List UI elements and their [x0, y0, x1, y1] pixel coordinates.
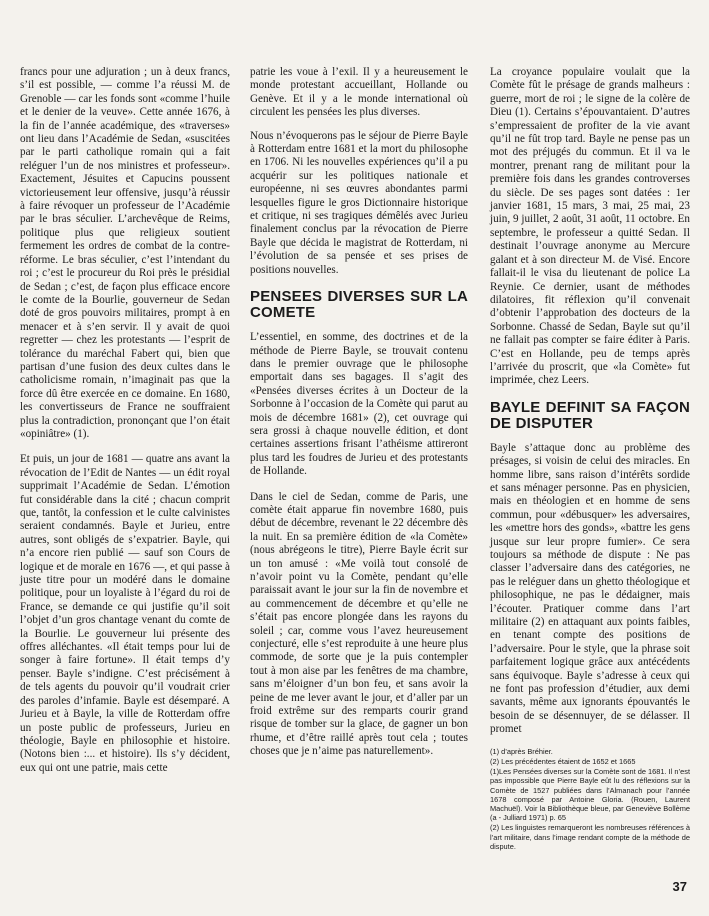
- paragraph: Et puis, un jour de 1681 — quatre ans avant la révocation de l’Edit de Nantes — un édit royal supprimait l’Académie de Sedan. L’émotion fut considérable dans la cité ; chacun comprit que, tantôt, la confession et le culte calvinistes seraient condamnés. Bayle et Jurieu, entre autres, sont obligés de s’expatrier. Bayle, qui n’a encore rien publié — sauf son Cours de logique et de morale en 1676 —, et qui passe à juste titre pour un modéré dans le domaine politique, pour un loyaliste à l’égard du roi de France, se demande ce qui justifie qu’il soit l’objet d’un gros chantage venant du comte de la Bourlie. Le gouverneur lui présente des offres alléchantes. «Il était temps pour lui de songer à faire fortune». Il était temps d’y penser. Bayle s’indigne. C’est précisément à de tels agents du pouvoir qu’il voudrait crier des paroles d’infamie. Bayle est désemparé. A Jurieu et à Bayle, la ville de Rotterdam offre un poste public de professeurs, Jurieu en théologie, Bayle en philosophie et histoire. (Notons bien :... et histoire). Ils s’y décident, eux qui ont une patrie, mais cette: [20, 453, 230, 774]
- paragraph: L’essentiel, en somme, des doctrines et de la méthode de Pierre Bayle, se trouvait contenu dans le premier ouvrage que le philosophe emportait dans ses bagages. Il s’agit des «Pensées diverses écrites à un Docteur de la Sorbonne à l’occasion de la Comète qui parut au mois de décembre 1681» (2), cet ouvrage qui sera grossi à chaque nouvelle édition, et dont certaines assertions frisant l’athéisme attireront plus tard les foudres de Jurieu et des protestants de Hollande.: [250, 331, 468, 478]
- paragraph: La croyance populaire voulait que la Comète fût le présage de grands malheurs : guerre, mort de roi ; le signe de la colère de Dieu (1). Certains s’épouvantaient. D’autres s’empressaient de profiter de la vie avant qu’il ne fût trop tard. Bayle ne pense pas un mot des préjugés du commun. Et il va le montrer, prenant rang de militant pour la première fois dans les grandes controverses du siècle. De ses pages sont datées : 1er janvier 1681, 15 mars, 3 mai, 25 mai, 23 juin, 9 juillet, 2 août, 31 août, 11 octobre. En septembre, le professeur a quitté Sedan. Il destinait l’ouvrage anonyme au Mercure galant et à son directeur M. de Visé. Encore fallait-il le visa du lieutenant de police La Reynie. Ce dernier, usant de méthodes dilatoires, fit réflexion qu’il convenait d’obtenir l’approbation des docteurs de la Sorbonne. Chassé de Sedan, Bayle sut qu’il ne fallait pas compter se faire éditer à Paris. C’est en Hollande, peu de temps après l’arrivée du proscrit, que «la Comète» fut imprimée, chez Leers.: [490, 66, 690, 387]
- paragraph: Nous n’évoquerons pas le séjour de Pierre Bayle à Rotterdam entre 1681 et la mort du philosophe en 1706. Ni les nouvelles expériences qu’il a pu acquérir sur les politiques nationale et européenne, ni ses œuvres abondantes parmi lesquelles figure le gros Dictionnaire historique et critique, ni ses tragiques démêlés avec Jurieu finalement conclus par la révocation de Pierre Bayle que décida le magistrat de Rotterdam, ni l’évolution de sa pensée et ses prises de positions nouvelles.: [250, 129, 468, 276]
- footnote: (2) Les linguistes remarqueront les nombreuses références à l’art militaire, dans l’image rendant compte de la méthode de dispute.: [490, 823, 690, 851]
- paragraph: Dans le ciel de Sedan, comme de Paris, une comète était apparue fin novembre 1680, puis début de décembre, revenant le 22 décembre dès la nuit. En sa première édition de «la Comète» (nous abrégeons le titre), Pierre Bayle écrit sur un ton amusé : «Me voilà tout consolé de n’avoir point vu la Comète, pendant qu’elle paraissait avant le jour sur la fin de novembre et au commencement de décembre et qu’elle ne s’était pas encore plongée dans les rayons du soleil ; car, comme vous l’avez heureusement conjecturé, elle s’est reproduite à une heure plus commode, de sorte que je la puis contempler tout à mon aise par les fenêtres de ma chambre, sans m’éloigner d’un bon feu, et sans avoir la peine de me lever avant le jour, et d’aller par un froid extrême sur des remparts courir grand risque de tomber sur la glace, de gagner un bon rhume, et d’être raillé après tout cela ; toutes choses que je n’aime pas naturellement».: [250, 490, 468, 758]
- paragraph: Bayle s’attaque donc au problème des présages, si voisin de celui des miracles. En homme libre, sans raison d’intérêts sordide et sans ménager personne. Pas en physicien, mais en théologien et en homme de sens commun, pour «débusquer» les adversaires, les «mettre hors des gonds», «battre les gens jusque sur leur propre fumier». Ce sera toujours sa méthode de dispute : Ne pas classer l’adversaire dans des catégories, ne pas le reléguer dans un ghetto théologique et philosophique, ne pas le dédaigner, mais l’écouter. Pratiquer comme dans l’art militaire (2) en attaquant aux points faibles, en tenant compte des positions de l’adversaire. Pour le style, que la phrase soit parfaitement logique grâce aux antécédents sans équivoque. Bayle s’adresse à ceux qui ne font pas profession d’étudier, aux demi savants, même aux ignorants épouvantés le besoin de se désennuyer, de se délasser. Il promet: [490, 441, 690, 736]
- footnote: (1)Les Pensées diverses sur la Comète sont de 1681. Il n’est pas impossible que Pierre Bayle eût lu des réflexions sur la Comète de 1527 publiées dans l’Almanach pour l’année 1678 composé par Antoine Gloria. (Rouen, Laurent Machuël). Voir la Bibliothèque bleue, par Geneviève Bollème (a - Julliard 1971) p. 65: [490, 767, 690, 823]
- section-heading: PENSEES DIVERSES SUR LA COMETE: [250, 288, 468, 322]
- paragraph: francs pour une adjuration ; un à deux francs, s’il est possible, — comme l’a réussi M. de Grenoble — car les fonds sont «comme l’huile et le denier de la veuve». Cette année 1676, à la fin de l’année académique, des «traverses» ont lieu dans l’Académie de Sedan, «suscitées par le parti catholique romain qui a fait reléguer l’un de nos ministres et professeur». Exactement, Jésuites et Capucins poussent victorieusement leur offensive, jusqu’à réussir à faire révoquer un professeur de l’Académie par le bras séculier. L’archevêque de Reims, politique plus que religieux soutient fermement les ordres de combat de la contre-réforme. Le bras séculier, c’est l’intendant du roi ; c’est le procureur du Roi près le présidial de Sedan ; c’est, de façon plus efficace encore le comte de la Bourlie, gouverneur de Sedan doté de gros pouvoirs militaires, prompt à en menacer et à s’en servir. Il y avait de quoi regretter — chez les protestants — l’esprit de tolérance du maréchal Fabert qui, bien que partisan d’une fusion des deux cultes dans le catholicisme romain, n’imaginait pas que la force dû être exercée en ce domaine. En 1680, les convertisseurs de France ne souffraient plus la contradiction, prononçant que l’on était «opiniâtre» (1).: [20, 66, 230, 440]
- footnote: (2) Les précédentes étaient de 1652 et 1665: [490, 756, 636, 766]
- page-number: 37: [672, 879, 687, 894]
- section-heading: BAYLE DEFINIT SA FAÇON DE DISPUTER: [490, 398, 690, 432]
- column-middle: [250, 66, 468, 771]
- footnote: (1) d’après Bréhier.: [490, 746, 553, 756]
- paragraph: patrie les voue à l’exil. Il y a heureusement le monde protestant accueillant, Hollande ou Genève. Et il y a le monde international où circulent les pensées les plus diverses.: [250, 66, 468, 119]
- footnotes: [490, 747, 690, 851]
- column-right: [490, 66, 690, 852]
- column-left: [20, 66, 230, 787]
